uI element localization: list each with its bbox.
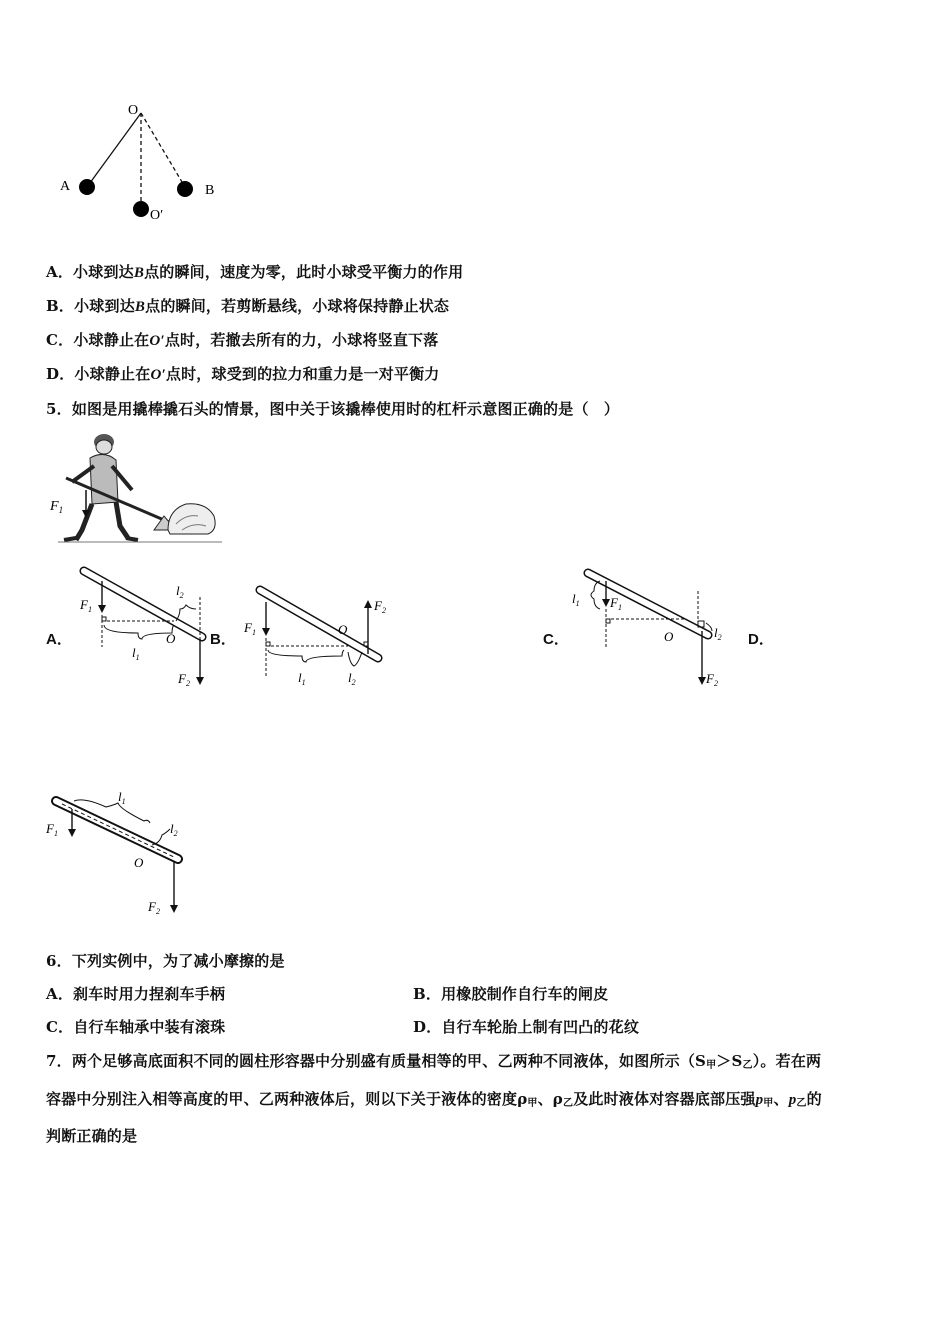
ball-b [177, 181, 193, 197]
q5-choice-d-label: D． [748, 631, 774, 648]
ball-a [79, 179, 95, 195]
svg-text:O: O [134, 855, 144, 870]
q7-line-2: 容器中分别注入相等高度的甲、乙两种液体后，则以下关于液体的密度$\rho_甲$、$\rho_乙$及此时液体对容器底部压强$p_甲$、$p_乙$的 [46, 1090, 822, 1109]
svg-text:l1: $l_1$ [572, 591, 580, 608]
ball-o-prime [133, 201, 149, 217]
svg-text:O: O [166, 631, 176, 646]
scene-f1-label: $F_1$ [50, 499, 64, 515]
q7-line-1: 7．两个足够高底面积不同的圆柱形容器中分别盛有质量相等的甲、乙两种不同液体，如图所示$(S_甲>S_乙)$。若在两 [46, 1052, 822, 1071]
svg-text:l2: $l_2$ [176, 583, 184, 600]
q4-option-d: D．小球静止在O′点时，球受到的拉力和重力是一对平衡力 [46, 365, 440, 383]
q6-stem: 6．下列实例中，为了减小摩擦的是 [46, 952, 285, 970]
svg-text:F1: $F_1$ [46, 821, 58, 838]
svg-text:F2: $F_2$ [706, 671, 718, 688]
svg-text:O: O [664, 629, 674, 644]
q6-option-c: C．自行车轴承中装有滚珠 [46, 1018, 226, 1036]
svg-text:l1: $l_1$ [118, 789, 126, 806]
q7-line-3: 判断正确的是 [46, 1127, 138, 1145]
point-b-label: B [205, 183, 215, 198]
q6-option-a: A．刹车时用力捏刹车手柄 [46, 985, 226, 1003]
q5-choice-c-label: C． [543, 631, 569, 648]
svg-text:l2: $l_2$ [170, 821, 178, 838]
q5-choice-b-label: B． [210, 631, 236, 648]
lever-diagram-b [240, 582, 400, 692]
svg-text:F2: $F_2$ [148, 899, 160, 916]
svg-text:F1: $F_1$ [244, 620, 256, 637]
q5-choice-a-label: A． [46, 631, 72, 648]
point-a-label: A [60, 179, 71, 194]
svg-text:F2: $F_2$ [374, 598, 386, 615]
svg-text:l1: $l_1$ [132, 645, 140, 662]
svg-text:l2: $l_2$ [714, 625, 722, 642]
q4-option-a: A．小球到达B点的瞬间，速度为零，此时小球受平衡力的作用 [46, 263, 464, 281]
svg-text:F1: $F_1$ [610, 595, 622, 612]
svg-text:F2: $F_2$ [178, 671, 190, 688]
pendulum-figure [55, 98, 235, 228]
point-o-prime-label: O′ [150, 208, 164, 223]
lever-diagram-d [44, 785, 204, 920]
svg-text:O: O [338, 622, 348, 637]
q5-stem: 5．如图是用撬棒撬石头的情景，图中关于该撬棒使用时的杠杆示意图正确的是（ ） [46, 400, 620, 418]
q6-option-b: B．用橡胶制作自行车的闸皮 [413, 985, 609, 1003]
lever-diagram-a [72, 565, 212, 695]
q4-option-c: C．小球静止在O′点时，若撤去所有的力，小球将竖直下落 [46, 331, 439, 349]
svg-text:l1: $l_1$ [298, 670, 306, 687]
svg-text:F1: $F_1$ [80, 597, 92, 614]
lever-diagram-c [566, 565, 736, 695]
crowbar-scene [46, 430, 226, 548]
svg-text:l2: $l_2$ [348, 670, 356, 687]
q4-option-b: B．小球到达B点的瞬间，若剪断悬线，小球将保持静止状态 [46, 297, 450, 315]
pivot-o-label: O [128, 103, 139, 118]
q6-option-d: D．自行车轮胎上制有凹凸的花纹 [413, 1018, 640, 1036]
